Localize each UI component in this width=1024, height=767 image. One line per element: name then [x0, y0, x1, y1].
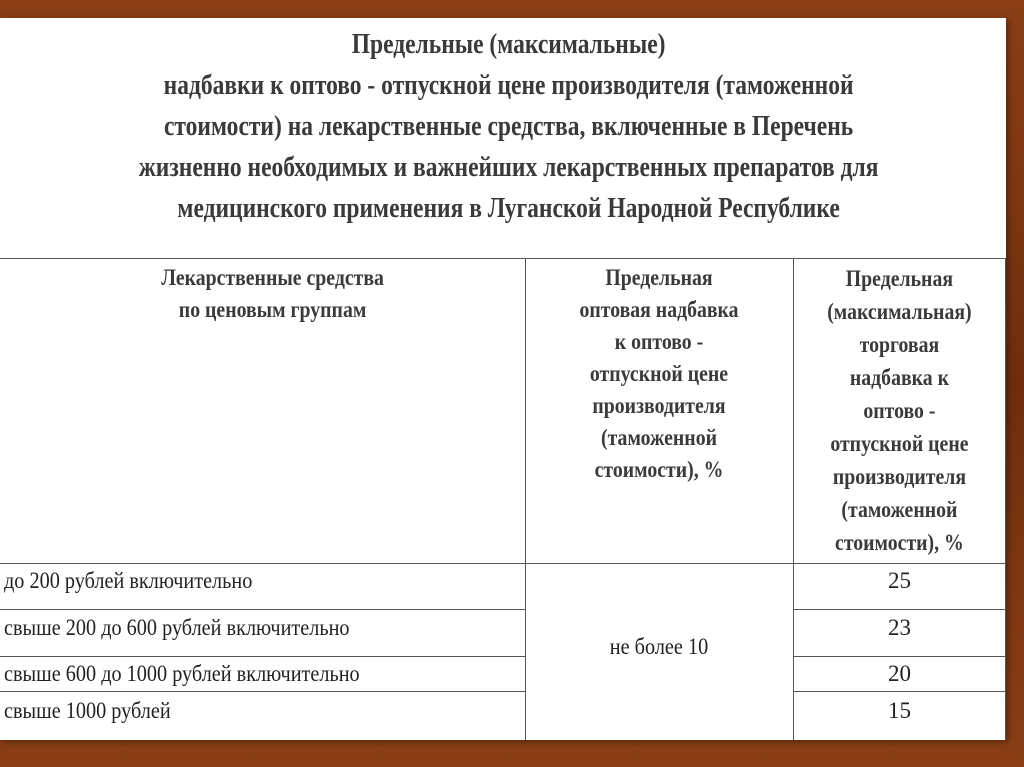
header-line: оптово - — [863, 398, 936, 423]
price-group-cell: до 200 рублей включительно — [4, 568, 253, 593]
header-line: производителя — [592, 393, 726, 418]
header-line: Предельная — [605, 265, 713, 290]
trade-markup-value: 15 — [888, 698, 911, 723]
header-line: (максимальная) — [827, 299, 972, 324]
header-line: отпускной цене — [589, 361, 729, 386]
header-line: к оптово - — [614, 329, 704, 354]
header-bottom-border — [0, 563, 1006, 564]
title-line-3: стоимости) на лекарственные средства, включенные в Перечень — [163, 111, 854, 142]
header-line: производителя — [832, 464, 967, 489]
trade-markup-value: 25 — [888, 568, 911, 593]
header-line: по ценовым группам — [178, 297, 367, 322]
row-divider-1a — [0, 609, 525, 610]
header-line: отпускной цене — [830, 431, 969, 456]
header-line: (таможенной — [601, 425, 717, 450]
header-drug-groups — [38, 262, 507, 326]
wholesale-markup-value: не более 10 — [609, 634, 709, 659]
price-group-cell: свыше 600 до 1000 рублей включительно — [4, 661, 360, 686]
price-group-cell: свыше 200 до 600 рублей включительно — [4, 615, 350, 640]
trade-markup-value: 20 — [888, 661, 911, 686]
trade-markup-value: 23 — [888, 615, 911, 640]
title-line-1: Предельные (максимальные) — [351, 29, 666, 60]
header-line: стоимости), % — [835, 530, 964, 555]
row-divider-1b — [793, 609, 1006, 610]
header-line: Предельная — [845, 266, 954, 291]
row-divider-2a — [0, 656, 525, 657]
title-line-2: надбавки к оптово - отпускной цене производителя (таможенной — [163, 70, 854, 101]
title-line-4: жизненно необходимых и важнейших лекарственных препаратов для — [138, 152, 879, 183]
header-line: стоимости), % — [594, 457, 724, 482]
header-wholesale-markup — [544, 262, 774, 486]
header-trade-markup — [808, 262, 991, 559]
header-line: (таможенной — [841, 497, 958, 522]
header-line: торговая — [859, 332, 940, 357]
title-line-5: медицинского применения в Луганской Народной Республике — [177, 193, 840, 224]
slide-page — [0, 18, 1006, 740]
table-top-border — [0, 258, 1006, 259]
header-line: надбавка к — [849, 365, 949, 390]
row-divider-3a — [0, 691, 525, 692]
header-line: оптовая надбавка — [579, 297, 739, 322]
column-divider-1 — [525, 258, 526, 740]
row-divider-2b — [793, 656, 1006, 657]
row-divider-3b — [793, 691, 1006, 692]
page-title — [86, 24, 931, 229]
price-group-cell: свыше 1000 рублей — [4, 698, 171, 723]
header-line: Лекарственные средства — [161, 265, 384, 290]
